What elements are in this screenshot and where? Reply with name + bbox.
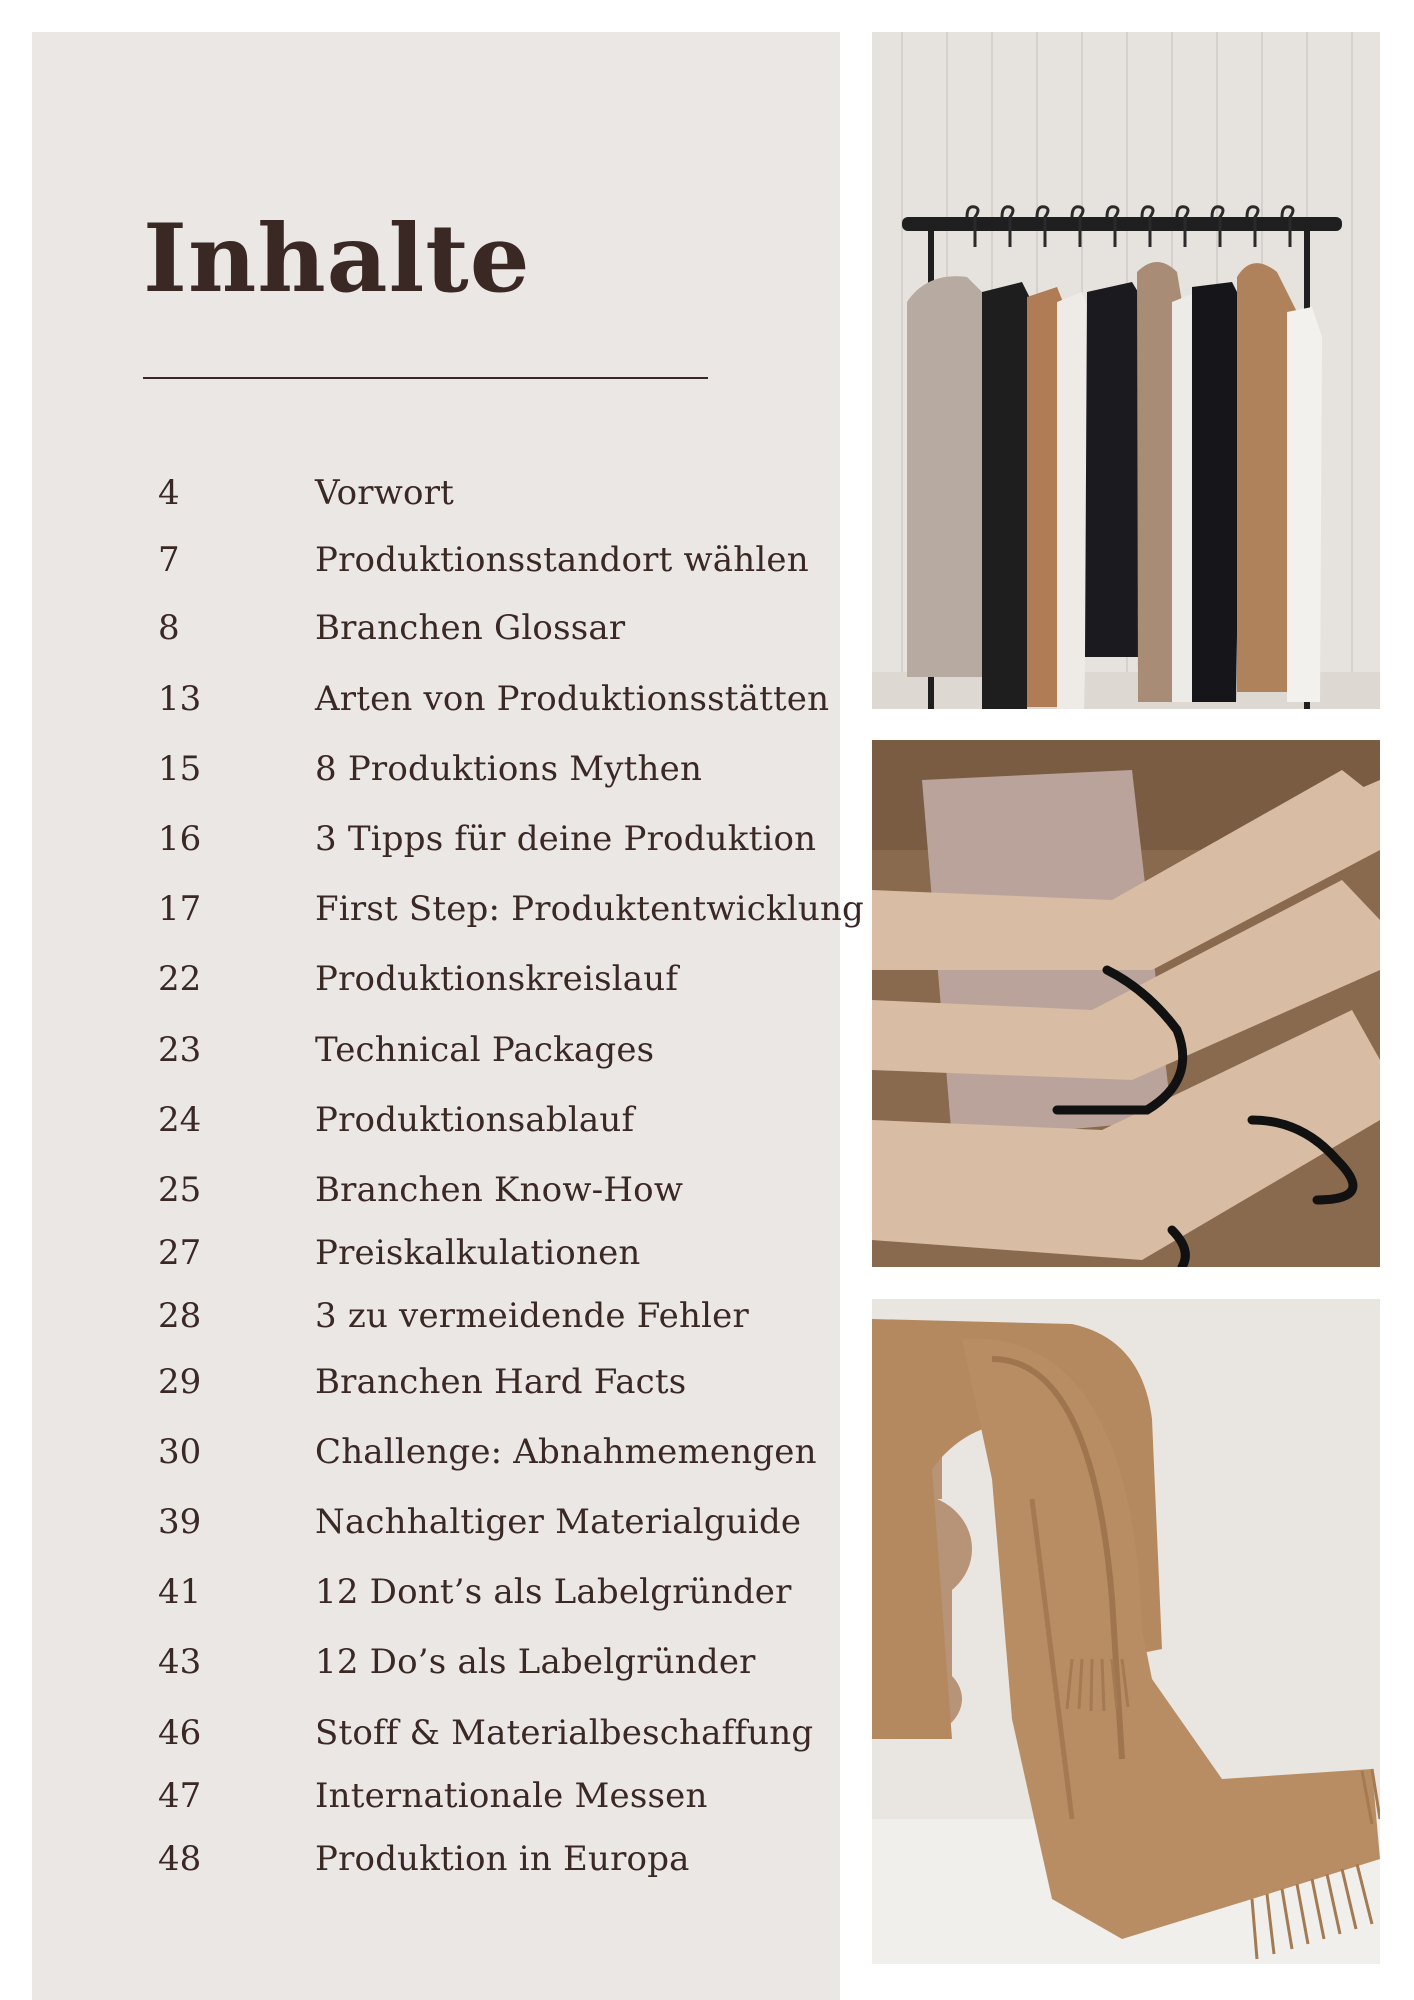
toc-label: Preiskalkulationen <box>315 1233 641 1273</box>
toc-page-number: 28 <box>158 1296 202 1336</box>
toc-label: Branchen Glossar <box>315 608 626 648</box>
toc-item[interactable] <box>0 1839 840 1887</box>
toc-page-number: 7 <box>158 540 180 580</box>
toc-label: 3 zu vermeidende Fehler <box>315 1296 749 1336</box>
toc-label: Challenge: Abnahmemengen <box>315 1432 817 1472</box>
toc-label: 8 Produktions Mythen <box>315 749 703 789</box>
toc-label: Technical Packages <box>315 1030 655 1070</box>
toc-item[interactable] <box>0 1362 840 1410</box>
toc-page-number: 25 <box>158 1170 202 1210</box>
toc-label: Produktionsablauf <box>315 1100 635 1140</box>
toc-page-number: 39 <box>158 1502 202 1542</box>
toc-item[interactable] <box>0 679 840 727</box>
toc-page-number: 27 <box>158 1233 202 1273</box>
toc-page-number: 47 <box>158 1776 202 1816</box>
toc-item[interactable] <box>0 608 840 656</box>
toc-item[interactable] <box>0 473 840 521</box>
title-divider <box>143 377 708 379</box>
hangers-illustration <box>872 740 1380 1267</box>
toc-item[interactable] <box>0 749 840 797</box>
toc-item[interactable] <box>0 1233 840 1281</box>
toc-page-number: 4 <box>158 473 180 513</box>
toc-item[interactable] <box>0 1502 840 1550</box>
toc-page-number: 29 <box>158 1362 202 1402</box>
toc-label: Internationale Messen <box>315 1776 708 1816</box>
toc-label: Arten von Produktionsstätten <box>315 679 830 719</box>
toc-label: 3 Tipps für deine Produktion <box>315 819 817 859</box>
toc-label: 12 Dont’s als Labelgründer <box>315 1572 792 1612</box>
toc-label: Branchen Hard Facts <box>315 1362 687 1402</box>
toc-item[interactable] <box>0 1642 840 1690</box>
toc-item[interactable] <box>0 889 865 937</box>
toc-page-number: 43 <box>158 1642 202 1682</box>
toc-item[interactable] <box>0 1713 840 1761</box>
toc-page-number: 48 <box>158 1839 202 1879</box>
toc-page-number: 8 <box>158 608 180 648</box>
toc-label: Vorwort <box>315 473 455 513</box>
toc-item[interactable] <box>0 540 840 588</box>
toc-page-number: 22 <box>158 959 202 999</box>
toc-page-number: 23 <box>158 1030 202 1070</box>
toc-label: Stoff & Materialbeschaffung <box>315 1713 814 1753</box>
toc-page-number: 46 <box>158 1713 202 1753</box>
toc-item[interactable] <box>0 819 840 867</box>
toc-label: 12 Do’s als Labelgründer <box>315 1642 756 1682</box>
toc-label: Produktionskreislauf <box>315 959 679 999</box>
toc-item[interactable] <box>0 1170 840 1218</box>
content-panel <box>32 32 840 2000</box>
toc-item[interactable] <box>0 1296 840 1344</box>
page-title: Inhalte <box>143 204 531 314</box>
toc-page-number: 24 <box>158 1100 202 1140</box>
toc-label: Produktionsstandort wählen <box>315 540 809 580</box>
toc-item[interactable] <box>0 959 840 1007</box>
toc-item[interactable] <box>0 1776 840 1824</box>
toc-page-number: 41 <box>158 1572 202 1612</box>
toc-page-number: 30 <box>158 1432 202 1472</box>
toc-label: First Step: Produktentwicklung <box>315 889 865 929</box>
photo-hangers <box>872 740 1380 1267</box>
toc-label: Nachhaltiger Materialguide <box>315 1502 802 1542</box>
scarf-illustration <box>872 1299 1380 1964</box>
toc-item[interactable] <box>0 1030 840 1078</box>
toc-page-number: 15 <box>158 749 202 789</box>
toc-item[interactable] <box>0 1432 840 1480</box>
photo-clothing-rack <box>872 32 1380 709</box>
toc-page-number: 16 <box>158 819 202 859</box>
toc-label: Produktion in Europa <box>315 1839 690 1879</box>
toc-item[interactable] <box>0 1100 840 1148</box>
clothing-rack-illustration <box>872 32 1380 709</box>
toc-item[interactable] <box>0 1572 840 1620</box>
toc-label: Branchen Know-How <box>315 1170 684 1210</box>
toc-page-number: 13 <box>158 679 202 719</box>
photo-scarf <box>872 1299 1380 1964</box>
toc-page-number: 17 <box>158 889 202 929</box>
